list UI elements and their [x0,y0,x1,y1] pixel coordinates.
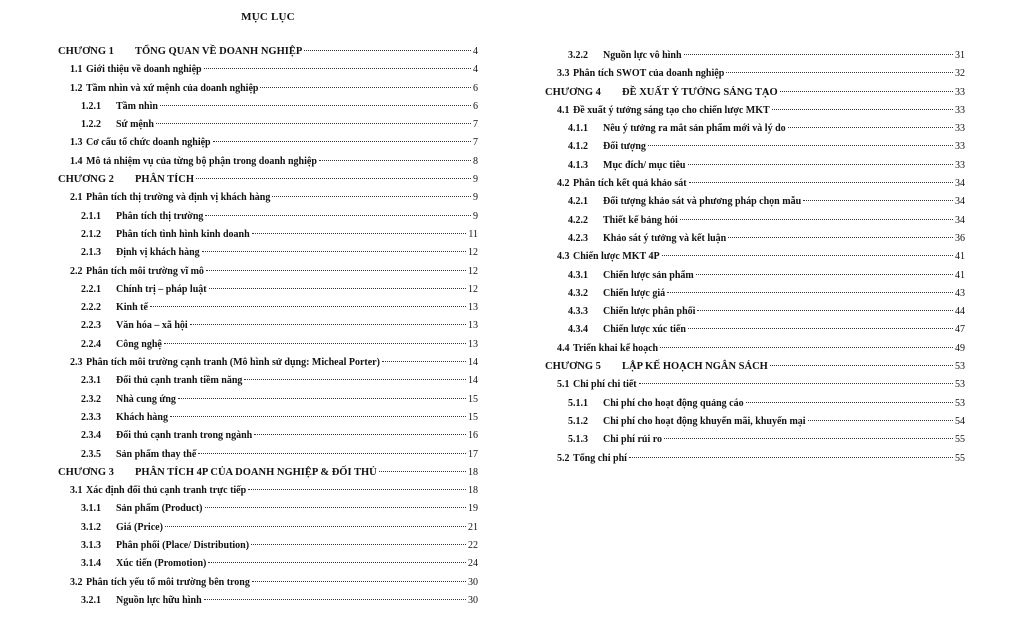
toc-entry[interactable] [545,215,965,233]
toc-entry-number: 1.3 [70,137,83,149]
toc-entry[interactable] [545,306,965,324]
toc-chapter-entry[interactable] [58,467,478,485]
toc-entry[interactable] [545,343,965,361]
toc-entry-number: 2.2.3 [81,320,101,332]
toc-entry[interactable] [58,485,478,503]
toc-dot-leader [382,361,466,362]
toc-entry-number: 4.2 [557,178,570,190]
toc-entry-page: 41 [955,269,965,281]
toc-dot-leader [788,127,953,128]
toc-dot-leader [629,457,953,458]
toc-entry-number: CHƯƠNG 5 [545,361,601,373]
toc-entry-page: 12 [468,247,478,259]
toc-entry[interactable] [545,233,965,251]
toc-entry-label: Đối thủ cạnh tranh tiềm năng [116,375,243,387]
toc-entry-label: Nhà cung ứng [116,393,176,405]
toc-entry-label: Phân phối (Place/ Distribution) [116,540,250,552]
toc-entry-label: Đối tượng [603,141,646,153]
toc-entry-label: LẬP KẾ HOẠCH NGÂN SÁCH [622,361,768,373]
toc-entry-number: 4.1.2 [568,141,588,153]
toc-entry-number: 3.1 [70,485,83,497]
toc-entry-label: Chiến lược phân phối [603,306,696,318]
toc-dot-leader [662,255,953,256]
toc-entry-label: Cơ cấu tổ chức doanh nghiệp [86,137,211,149]
toc-dot-leader [205,215,471,216]
toc-entry-label: Xúc tiến (Promotion) [116,558,207,570]
toc-title: MỤC LỤC [241,11,295,23]
toc-entry-number: 1.2 [70,82,83,94]
toc-dot-leader [206,270,466,271]
toc-entry-number: CHƯƠNG 2 [58,174,114,186]
toc-dot-leader [198,453,466,454]
toc-entry-page: 14 [468,375,478,387]
toc-entry-number: 2.2 [70,265,83,277]
toc-entry-page: 16 [468,430,478,442]
toc-entry-page: 55 [955,434,965,446]
toc-entry-label: Chiến lược xúc tiến [603,324,686,336]
toc-entry-number: 4.2.2 [568,214,588,226]
toc-entry-label: Mục đích/ mục tiêu [603,159,686,171]
toc-dot-leader [160,105,471,106]
toc-entry-number: 4.4 [557,342,570,354]
toc-entry-number: CHƯƠNG 3 [58,466,114,478]
toc-entry-page: 6 [473,100,478,112]
toc-entry-page: 30 [468,576,478,588]
toc-entry-page: 30 [468,594,478,606]
toc-entry-number: 1.2.1 [81,100,101,112]
toc-entry-number: 4.3 [557,251,570,263]
toc-dot-leader [252,233,467,234]
toc-dot-leader [696,274,953,275]
toc-column-left [58,46,478,613]
toc-entry-label: Phân tích tình hình kinh doanh [116,228,250,240]
toc-entry-label: Phân tích thị trường và định vị khách hàng [86,192,271,204]
toc-entry-page: 18 [468,485,478,497]
toc-entry-page: 41 [955,251,965,263]
toc-entry-label: Chi phí cho hoạt động khuyến mãi, khuyến mại [603,415,806,427]
toc-chapter-entry[interactable] [545,87,965,105]
toc-entry-number: 4.1 [557,104,570,116]
toc-entry-page: 53 [955,397,965,409]
toc-entry-label: Phân tích yếu tố môi trường bên trong [86,576,250,588]
toc-dot-leader [684,54,953,55]
toc-dot-leader [202,251,466,252]
toc-entry-label: Sứ mệnh [116,119,154,131]
toc-entry[interactable] [58,83,478,101]
toc-entry-page: 33 [955,86,965,98]
toc-entry[interactable] [58,540,478,558]
toc-entry-page: 6 [473,82,478,94]
toc-entry-number: 2.3.4 [81,430,101,442]
toc-entry-page: 9 [473,210,478,222]
toc-entry-label: Triển khai kế hoạch [573,342,659,354]
toc-entry-page: 13 [468,338,478,350]
toc-entry-label: Giới thiệu về doanh nghiệp [86,64,202,76]
toc-entry-page: 17 [468,448,478,460]
toc-entry[interactable] [545,141,965,159]
toc-dot-leader [808,420,953,421]
toc-dot-leader [252,581,466,582]
toc-entry-page: 34 [955,196,965,208]
toc-dot-leader [803,200,953,201]
toc-entry-page: 49 [955,342,965,354]
toc-entry-page: 15 [468,393,478,405]
toc-entry-number: 4.2.3 [568,232,588,244]
toc-entry-page: 53 [955,361,965,373]
toc-entry-label: Nguồn lực hữu hình [116,594,202,606]
toc-entry[interactable] [58,320,478,338]
toc-entry-number: 5.1.3 [568,434,588,446]
toc-entry-number: 1.2.2 [81,119,101,131]
toc-entry-number: 2.3.5 [81,448,101,460]
toc-entry-label: PHÂN TÍCH 4P CỦA DOANH NGHIỆP & ĐỐI THỦ [135,466,377,478]
toc-entry-page: 34 [955,214,965,226]
toc-dot-leader [209,288,466,289]
toc-entry-page: 8 [473,155,478,167]
toc-entry[interactable] [58,284,478,302]
toc-entry-label: Kinh tế [116,302,148,314]
toc-entry-label: Tầm nhìn và xứ mệnh của doanh nghiệp [86,82,259,94]
toc-entry-number: 2.1 [70,192,83,204]
toc-entry[interactable] [58,211,478,229]
toc-entry-number: 5.1.2 [568,415,588,427]
toc-entry-page: 44 [955,306,965,318]
toc-entry-page: 33 [955,141,965,153]
toc-dot-leader [726,72,953,73]
toc-dot-leader [772,109,953,110]
toc-entry-label: Nêu ý tưởng ra mắt sản phẩm mới và lý do [603,123,786,135]
toc-entry[interactable] [58,412,478,430]
toc-dot-leader [196,178,471,179]
toc-entry-label: Xác định đối thủ cạnh tranh trực tiếp [86,485,247,497]
toc-entry-number: 3.2.1 [81,594,101,606]
toc-entry-page: 13 [468,320,478,332]
toc-entry[interactable] [58,156,478,174]
toc-entry-page: 11 [468,228,478,240]
toc-dot-leader [688,328,953,329]
toc-entry-page: 54 [955,415,965,427]
toc-entry[interactable] [58,302,478,320]
toc-dot-leader [639,383,953,384]
toc-entry-label: Đề xuất ý tưởng sáng tạo cho chiến lược MKT [573,104,770,116]
toc-entry-page: 12 [468,265,478,277]
toc-entry[interactable] [58,577,478,595]
toc-entry-label: Phân tích SWOT của doanh nghiệp [573,68,725,80]
toc-entry-page: 33 [955,123,965,135]
toc-entry[interactable] [545,178,965,196]
toc-entry-number: 4.2.1 [568,196,588,208]
toc-dot-leader [213,141,471,142]
toc-entry-label: Chiến lược giá [603,287,666,299]
toc-entry-page: 55 [955,452,965,464]
toc-entry-label: Phân tích môi trường vĩ mô [86,265,204,277]
toc-entry-page: 43 [955,287,965,299]
toc-entry[interactable] [58,522,478,540]
toc-entry-page: 21 [468,521,478,533]
toc-entry-page: 34 [955,178,965,190]
toc-entry[interactable] [58,394,478,412]
toc-entry-label: Phân tích kết quả khảo sát [573,178,687,190]
toc-dot-leader [190,324,466,325]
toc-entry[interactable] [545,398,965,416]
toc-entry-number: 3.1.4 [81,558,101,570]
toc-entry-page: 7 [473,137,478,149]
toc-entry[interactable] [58,595,478,613]
toc-entry[interactable] [545,434,965,452]
toc-entry-page: 36 [955,232,965,244]
toc-entry[interactable] [58,64,478,82]
toc-entry[interactable] [545,453,965,471]
toc-entry-label: Sản phẩm thay thế [116,448,197,460]
toc-entry[interactable] [58,266,478,284]
toc-entry-page: 7 [473,119,478,131]
toc-entry-number: 3.1.3 [81,540,101,552]
toc-dot-leader [770,365,953,366]
toc-entry-page: 32 [955,68,965,80]
toc-entry-number: 2.3.1 [81,375,101,387]
toc-entry-page: 13 [468,302,478,314]
toc-entry-label: Thiết kế bảng hỏi [603,214,678,226]
toc-entry-number: 2.2.4 [81,338,101,350]
toc-entry-number: 4.1.1 [568,123,588,135]
toc-dot-leader [689,182,953,183]
toc-entry-label: Chiến lược MKT 4P [573,251,660,263]
toc-dot-leader [244,379,466,380]
toc-dot-leader [660,347,953,348]
toc-entry[interactable] [58,357,478,375]
toc-entry-number: 3.1.1 [81,503,101,515]
toc-entry-label: Tầm nhìn [116,100,158,112]
toc-entry[interactable] [545,196,965,214]
toc-entry-label: Tổng chi phí [573,452,627,464]
toc-entry-number: 5.2 [557,452,570,464]
toc-entry[interactable] [545,288,965,306]
toc-entry-number: 2.3 [70,357,83,369]
toc-dot-leader [746,402,953,403]
toc-entry-number: CHƯƠNG 1 [58,46,114,57]
toc-dot-leader [178,398,466,399]
toc-entry[interactable] [58,119,478,137]
toc-dot-leader [254,434,466,435]
toc-dot-leader [272,196,471,197]
toc-dot-leader [667,292,953,293]
toc-dot-leader [205,507,467,508]
toc-dot-leader [208,562,466,563]
toc-dot-leader [156,123,471,124]
toc-entry-page: 14 [468,357,478,369]
toc-entry[interactable] [58,558,478,576]
toc-entry-page: 24 [468,558,478,570]
toc-entry-page: 4 [473,64,478,76]
toc-entry-label: Phân tích thị trường [116,210,204,222]
toc-entry[interactable] [545,160,965,178]
toc-entry[interactable] [58,137,478,155]
toc-entry-label: Chi phí cho hoạt động quảng cáo [603,397,744,409]
toc-dot-leader [319,160,471,161]
toc-entry[interactable] [58,430,478,448]
toc-entry-page: 19 [468,503,478,515]
toc-entry-number: 2.1.1 [81,210,101,222]
toc-entry-label: Văn hóa – xã hội [116,320,188,332]
toc-entry-page: 12 [468,283,478,295]
toc-entry-label: Chính trị – pháp luật [116,283,207,295]
toc-entry-number: 2.2.1 [81,283,101,295]
toc-entry-page: 22 [468,540,478,552]
toc-entry-label: Đối thủ cạnh tranh trong ngành [116,430,253,442]
toc-dot-leader [664,438,953,439]
toc-entry-label: Chiến lược sản phẩm [603,269,694,281]
toc-entry-page: 33 [955,159,965,171]
toc-entry-number: 2.3.2 [81,393,101,405]
toc-entry[interactable] [545,68,965,86]
toc-dot-leader [648,145,953,146]
toc-entry-number: 1.1 [70,64,83,76]
toc-dot-leader [164,343,466,344]
toc-entry-number: 3.2 [70,576,83,588]
toc-entry[interactable] [545,324,965,342]
toc-entry-number: 1.4 [70,155,83,167]
toc-entry-number: 4.3.3 [568,306,588,318]
toc-entry-label: Chi phí rủi ro [603,434,662,446]
toc-dot-leader [688,164,954,165]
toc-entry-number: 3.3 [557,68,570,80]
toc-entry[interactable] [58,503,478,521]
toc-entry-page: 18 [468,466,478,478]
toc-entry-number: 3.2.2 [568,50,588,61]
toc-dot-leader [680,219,953,220]
toc-entry-page: 53 [955,379,965,391]
toc-entry-number: 5.1 [557,379,570,391]
toc-entry[interactable] [58,192,478,210]
toc-entry-page: 15 [468,411,478,423]
toc-entry[interactable] [58,229,478,247]
toc-dot-leader [150,306,466,307]
toc-entry-label: Giá (Price) [116,521,163,533]
toc-entry[interactable] [545,270,965,288]
toc-entry-number: 4.3.4 [568,324,588,336]
toc-entry-number: CHƯƠNG 4 [545,86,601,98]
toc-entry-label: Định vị khách hàng [116,247,200,259]
toc-entry-label: Sản phẩm (Product) [116,503,203,515]
toc-entry[interactable] [545,379,965,397]
toc-entry-number: 5.1.1 [568,397,588,409]
toc-entry-number: 4.3.2 [568,287,588,299]
toc-entry-label: Nguồn lực vô hình [603,50,682,61]
toc-entry-number: 2.1.2 [81,228,101,240]
toc-dot-leader [780,91,953,92]
toc-dot-leader [204,599,466,600]
toc-entry-label: TỔNG QUAN VỀ DOANH NGHIỆP [135,46,303,57]
toc-entry-label: Công nghệ [116,338,162,350]
toc-dot-leader [697,310,953,311]
toc-entry[interactable] [58,339,478,357]
toc-entry-label: Mô tả nhiệm vụ của từng bộ phận trong doanh nghiệp [86,155,317,167]
toc-entry-label: Phân tích môi trường cạnh tranh (Mô hình sử dụng: Micheal Porter) [86,357,380,369]
toc-entry[interactable] [58,375,478,393]
toc-chapter-entry[interactable] [545,361,965,379]
toc-entry-page: 9 [473,174,478,186]
toc-entry-label: Khách hàng [116,411,168,423]
toc-entry-page: 31 [955,50,965,61]
toc-dot-leader [204,68,471,69]
toc-entry[interactable] [545,50,965,68]
toc-entry[interactable] [545,105,965,123]
toc-dot-leader [304,50,471,51]
toc-entry-label: ĐỀ XUẤT Ý TƯỞNG SÁNG TẠO [622,86,778,98]
toc-entry[interactable] [545,251,965,269]
toc-dot-leader [251,544,466,545]
toc-entry-page: 4 [473,46,478,57]
toc-entry[interactable] [58,101,478,119]
toc-entry-label: Đối tượng khảo sát và phương pháp chọn mẫu [603,196,802,208]
toc-chapter-entry[interactable] [58,174,478,192]
toc-dot-leader [165,526,466,527]
toc-entry-number: 2.2.2 [81,302,101,314]
toc-entry[interactable] [545,123,965,141]
toc-entry-page: 33 [955,104,965,116]
toc-entry-label: Khảo sát ý tưởng và kết luận [603,232,727,244]
toc-entry-page: 47 [955,324,965,336]
toc-entry-label: PHÂN TÍCH [135,174,195,186]
toc-entry-number: 3.1.2 [81,521,101,533]
toc-entry-page: 9 [473,192,478,204]
toc-dot-leader [728,237,953,238]
toc-entry[interactable] [545,416,965,434]
toc-entry[interactable] [58,449,478,467]
toc-entry-number: 4.3.1 [568,269,588,281]
toc-entry-number: 4.1.3 [568,159,588,171]
toc-dot-leader [379,471,466,472]
toc-entry-label: Chi phí chi tiết [573,379,637,391]
toc-entry-number: 2.3.3 [81,411,101,423]
toc-entry-number: 2.1.3 [81,247,101,259]
toc-chapter-entry[interactable] [58,46,478,64]
toc-dot-leader [170,416,466,417]
toc-column-right [545,50,965,471]
toc-dot-leader [248,489,466,490]
toc-entry[interactable] [58,247,478,265]
toc-dot-leader [260,87,471,88]
